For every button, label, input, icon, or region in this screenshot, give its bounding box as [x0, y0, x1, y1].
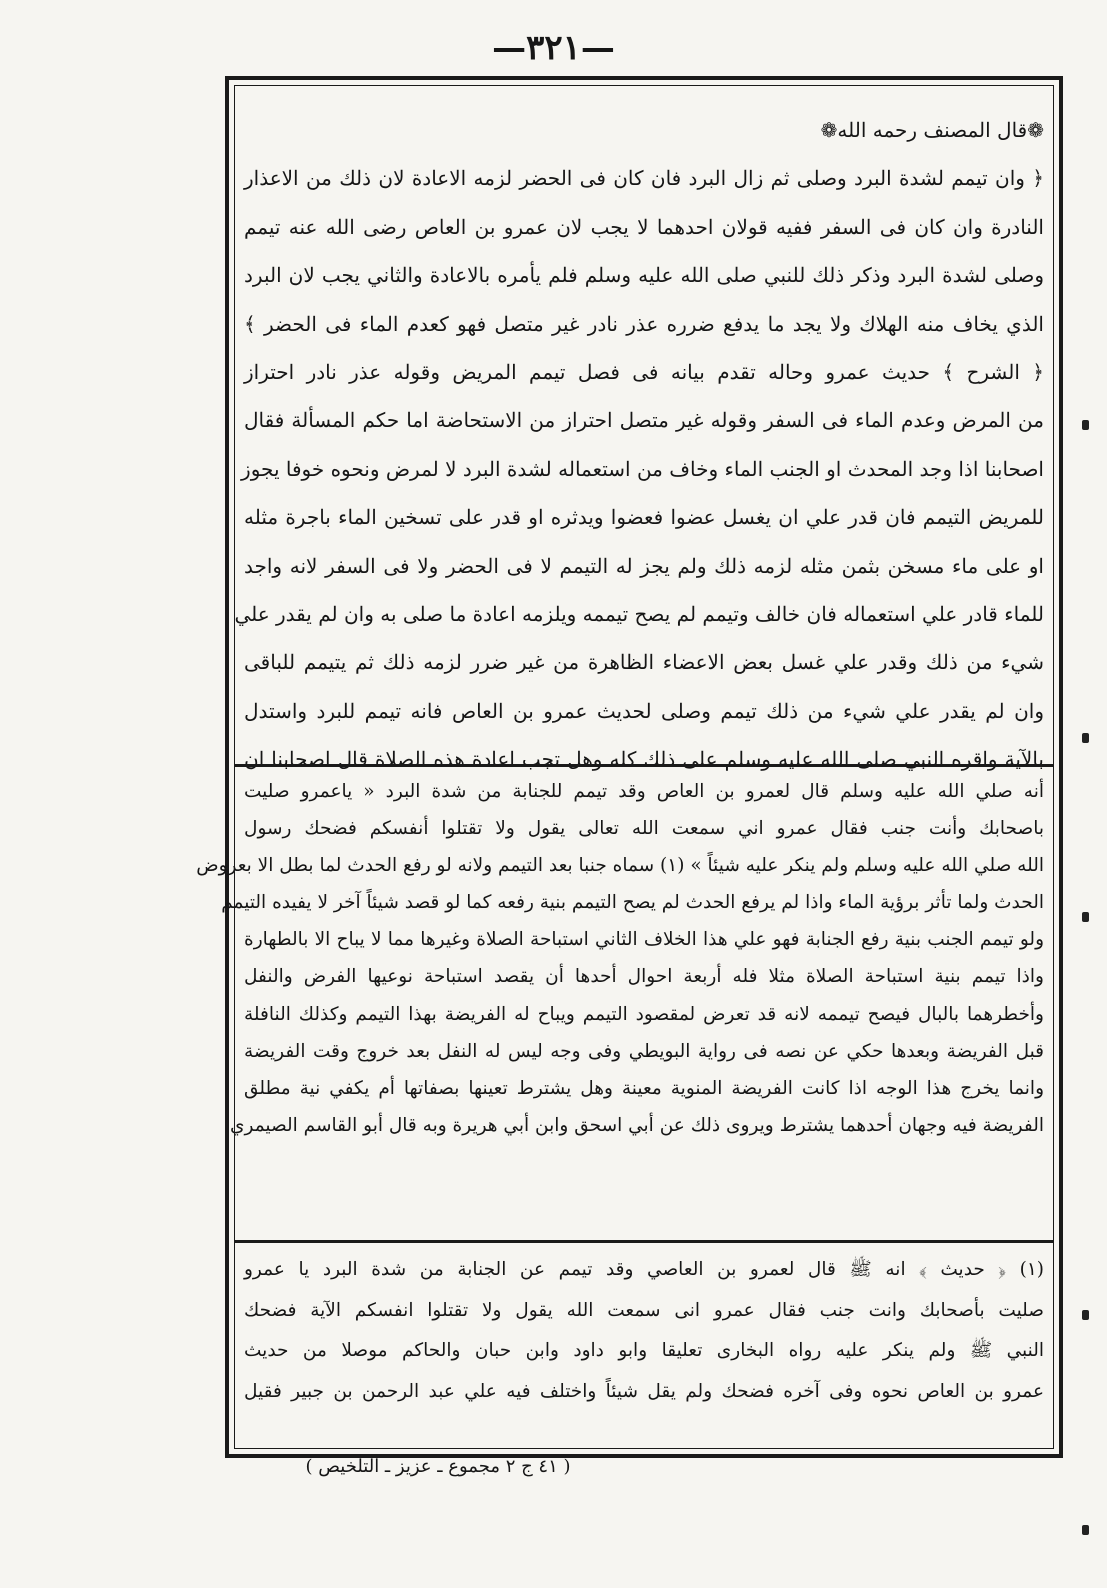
main-text-line: للماء قادر علي استعماله فان خالف وتيمم لم يصح تيممه ويلزمه اعادة ما صلى به وان لم يقدر علي [234, 601, 1044, 626]
footnote-section [244, 1250, 1044, 1412]
main-text-line: ﴿ وان تيمم لشدة البرد وصلى ثم زال البرد فان كان فى الحضر لزمه الاعادة لان ذلك من الاعذار [244, 166, 1045, 191]
commentary-line: أنه صلي الله عليه وسلم قال لعمرو بن العاص وقد تيمم للجنابة من شدة البرد « ياعمرو صليت [244, 781, 1044, 802]
footnote-divider [234, 1240, 1054, 1243]
commentary-line: الفريضة فيه وجهان أحدهما يشترط ويروى ذلك عن أبي اسحق وابن أبي هريرة وبه قال أبو القاسم الصيمري [230, 1114, 1044, 1136]
footnote-line: (١) ﴿ حديث ﴾ انه ﷺ قال لعمرو بن العاصي وقد تيمم عن الجنابة من شدة البرد يا عمرو [244, 1259, 1044, 1280]
main-text-line: من المرض وعدم الماء فى السفر وقوله غير متصل احتراز من الاستحاضة اما حكم المسألة فقال [244, 408, 1044, 433]
main-text-line: النادرة وان كان فى السفر ففيه قولان احدهما لا يجب لان عمرو بن العاص رضى الله عنه تيمم [244, 214, 1044, 239]
page-number: —٣٢١— [492, 28, 615, 68]
main-text-heading: ❁قال المصنف رحمه الله❁ [820, 118, 1044, 142]
footnote-line: النبي ﷺ ولم ينكر عليه رواه البخارى تعليقا وابو داود وابن حبان والحاكم موصلا من حديث [244, 1340, 1044, 1361]
commentary-line: واذا تيمم بنية استباحة الصلاة مثلا فله أربعة احوال أحدها أن يقصد استباحة نوعيها الفرض والنفل [244, 966, 1044, 988]
margin-mark [1082, 733, 1089, 743]
main-text-line: بالآية واقره النبي صلى الله عليه وسلم على ذلك كله وهل تجب اعادة هذه الصلاة قال اصحابنا ان [244, 747, 1044, 772]
main-text-line: ﴿ الشرح ﴾ حديث عمرو وحاله تقدم بيانه فى فصل تيمم المريض وقوله عذر نادر احتراز [244, 359, 1044, 384]
main-text-line: او على ماء مسخن بثمن مثله لزمه ذلك ولم يجز له التيمم لا فى الحضر ولا فى السفر لانه واجد [244, 553, 1044, 578]
commentary-line: وانما يخرج هذا الوجه اذا كانت الفريضة المنوية معينة وهل يشترط تعينها بصفاتها أم يكفي نية مطلق [244, 1077, 1044, 1099]
footnote-line: صليت بأصحابك وانت جنب فقال عمرو انى سمعت الله يقول ولا تقتلوا انفسكم الآية فضحك [244, 1299, 1044, 1321]
margin-mark [1082, 420, 1089, 430]
margin-mark [1082, 1310, 1089, 1320]
volume-reference: ( ٤١ ج ٢ مجموع ـ عزيز ـ التلخيص ) [305, 1456, 571, 1477]
margin-mark [1082, 1525, 1089, 1535]
commentary-line: باصحابك وأنت جنب فقال عمرو اني سمعت الله تعالى يقول ولا تقتلوا أنفسكم فضحك رسول [244, 818, 1044, 840]
main-text-line: وصلى لشدة البرد وذكر ذلك للنبي صلى الله عليه وسلم فلم يأمره بالاعادة والثاني يجب لان البرد [244, 263, 1044, 288]
main-text-line: شيء من ذلك وقدر علي غسل بعض الاعضاء الظاهرة من غير ضرر لزمه ذلك ثم يتيمم للباقى [244, 650, 1044, 675]
main-text-line: وان لم يقدر علي شيء من ذلك تيمم وصلى لحديث عمرو بن العاص فانه تيمم للبرد واستدل [244, 698, 1044, 723]
commentary-line: الحدث ولما تأثر برؤية الماء واذا لم يرفع الحدث لم يصح التيمم بنية رفعه كما لو قصد شيئاً آخر لا يفيده التيمم [221, 892, 1044, 914]
commentary-line: قبل الفريضة وبعدها حكي عن نصه فى رواية البويطي وفى وجه ليس له النفل بعد خروج وقت الفريضة [244, 1040, 1044, 1062]
main-text [234, 106, 1045, 783]
section-divider [234, 764, 1054, 767]
commentary-section [196, 773, 1044, 1144]
commentary-line: ولو تيمم الجنب بنية رفع الجنابة فهو علي هذا الخلاف الثاني استباحة الصلاة وغيرها مما لا يباح الا بالطهارة [244, 929, 1044, 951]
main-text-line: للمريض التيمم فان قدر علي ان يغسل عضوا فعضوا ويدثره او قدر على تسخين الماء باجرة مثله [244, 505, 1044, 530]
commentary-line: وأخطرهما بالبال فيصح تيممه لانه قد تعرض لمقصود التيمم ويباح له الفريضة بهذا التيمم وكذلك النافلة [244, 1003, 1044, 1025]
margin-mark [1082, 912, 1089, 922]
main-text-line: الذي يخاف منه الهلاك ولا يجد ما يدفع ضرره عذر نادر غير متصل فهو كعدم الماء فى الحضر ﴾ [244, 311, 1044, 336]
footnote-line: عمرو بن العاص نحوه وفى آخره فضحك ولم يقل شيئاً واختلف فيه علي عبد الرحمن بن جبير فقيل [244, 1380, 1044, 1402]
commentary-line: الله صلي الله عليه وسلم ولم ينكر عليه شيئاً » (١) سماه جنبا بعد التيمم ولانه لو رفع الحدث لما بطل الا بعروض [196, 855, 1044, 877]
main-text-line: اصحابنا اذا وجد المحدث او الجنب الماء وخاف من استعماله لشدة البرد لا لمرض ونحوه خوفا يجوز [241, 456, 1044, 481]
